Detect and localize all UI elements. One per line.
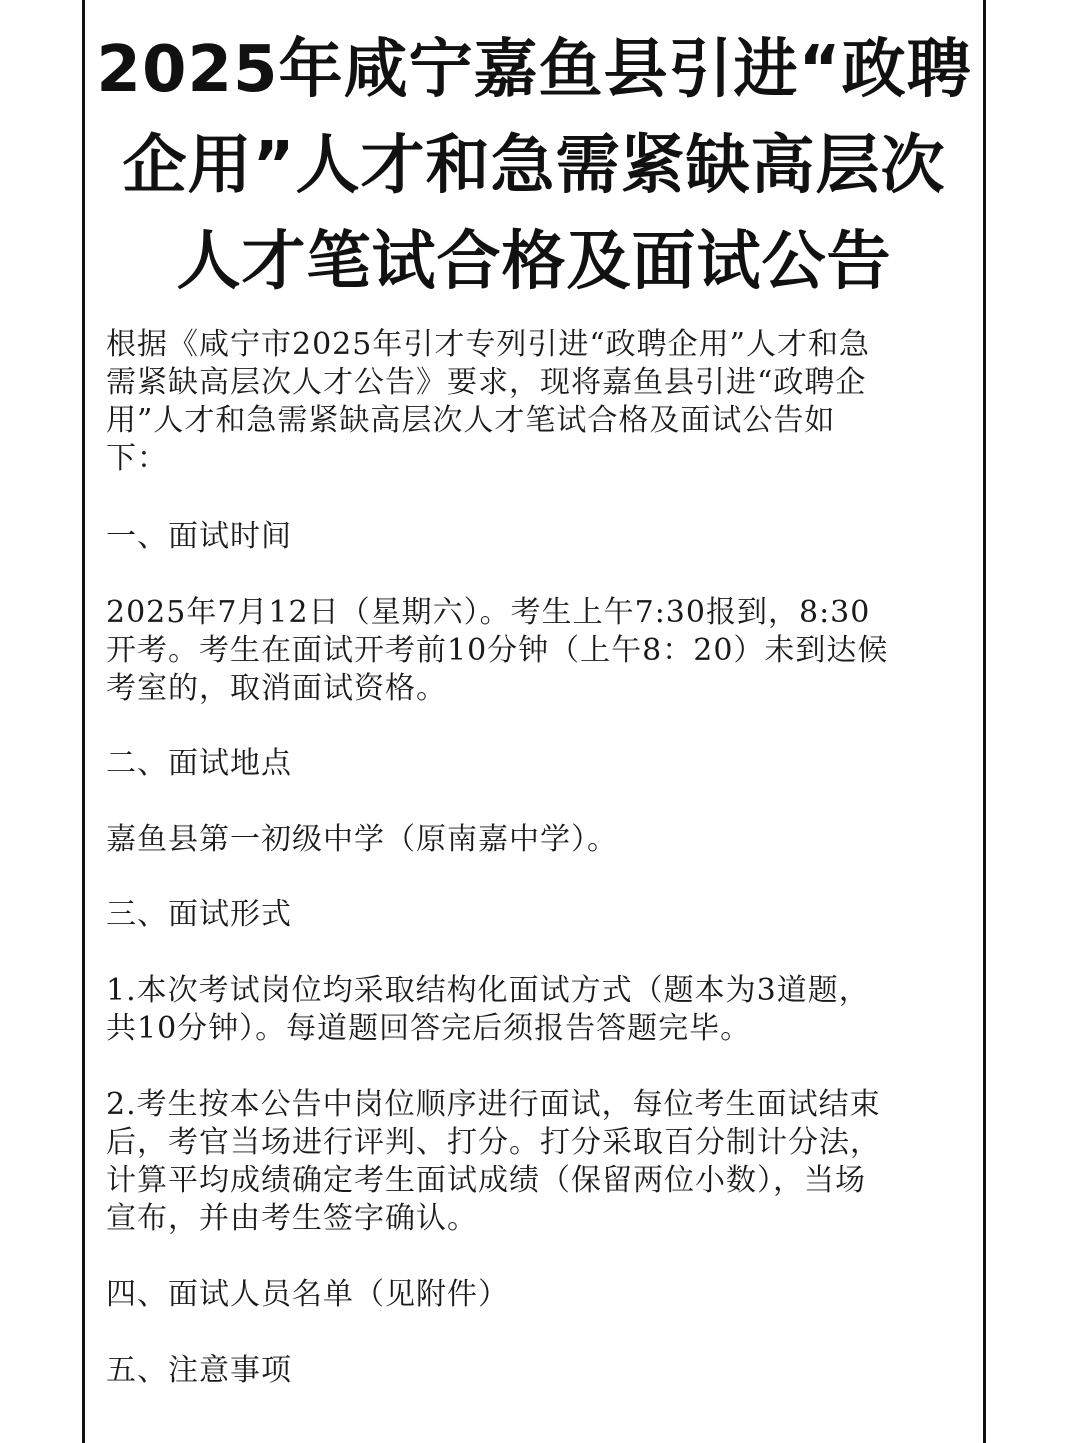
interview-time-paragraph bbox=[106, 594, 966, 708]
document-title bbox=[85, 22, 983, 310]
format-paragraph-1 bbox=[106, 972, 966, 1048]
text-line: 计算平均成绩确定考生面试成绩（保留两位小数），当场 bbox=[106, 1163, 866, 1198]
document-body bbox=[106, 326, 966, 1390]
text-line: 考室的，取消面试资格。 bbox=[106, 671, 447, 706]
title-line: 企用”人才和急需紧缺高层次 bbox=[122, 129, 946, 203]
document-frame bbox=[82, 0, 986, 1443]
text-line: 2.考生按本公告中岗位顺序进行面试，每位考生面试结束 bbox=[106, 1087, 881, 1122]
text-line: 嘉鱼县第一初级中学（原南嘉中学）。 bbox=[106, 822, 618, 857]
text-line: 根据《咸宁市2025年引才专列引进“政聘企用”人才和急 bbox=[106, 327, 871, 362]
section-heading-format: 三、面试形式 bbox=[106, 897, 292, 932]
intro-paragraph bbox=[106, 326, 966, 478]
text-line: 1.本次考试岗位均采取结构化面试方式（题本为3道题， bbox=[106, 973, 870, 1008]
title-line: 2025年咸宁嘉鱼县引进“政聘 bbox=[96, 33, 972, 107]
text-line: 需紧缺高层次人才公告》要求，现将嘉鱼县引进“政聘企 bbox=[106, 365, 867, 400]
title-line: 人才笔试合格及面试公告 bbox=[176, 225, 892, 299]
section-heading-notes: 五、注意事项 bbox=[106, 1353, 292, 1388]
text-line: 开考。考生在面试开考前10分钟（上午8：20）未到达候 bbox=[106, 633, 889, 668]
text-line: 2025年7月12日（星期六）。考生上午7:30报到，8:30 bbox=[106, 595, 871, 630]
interview-location-paragraph bbox=[106, 821, 966, 859]
text-line: 共10分钟）。每道题回答完后须报告答题完毕。 bbox=[106, 1011, 752, 1046]
text-line: 用”人才和急需紧缺高层次人才笔试合格及面试公告如 bbox=[106, 403, 836, 438]
section-heading-candidates: 四、面试人员名单（见附件） bbox=[106, 1277, 509, 1312]
text-line: 后，考官当场进行评判、打分。打分采取百分制计分法， bbox=[106, 1125, 881, 1160]
section-heading-time: 一、面试时间 bbox=[106, 519, 292, 554]
section-heading-location: 二、面试地点 bbox=[106, 746, 292, 781]
text-line: 宣布，并由考生签字确认。 bbox=[106, 1201, 478, 1236]
text-line: 下： bbox=[106, 441, 168, 476]
format-paragraph-2 bbox=[106, 1086, 966, 1238]
